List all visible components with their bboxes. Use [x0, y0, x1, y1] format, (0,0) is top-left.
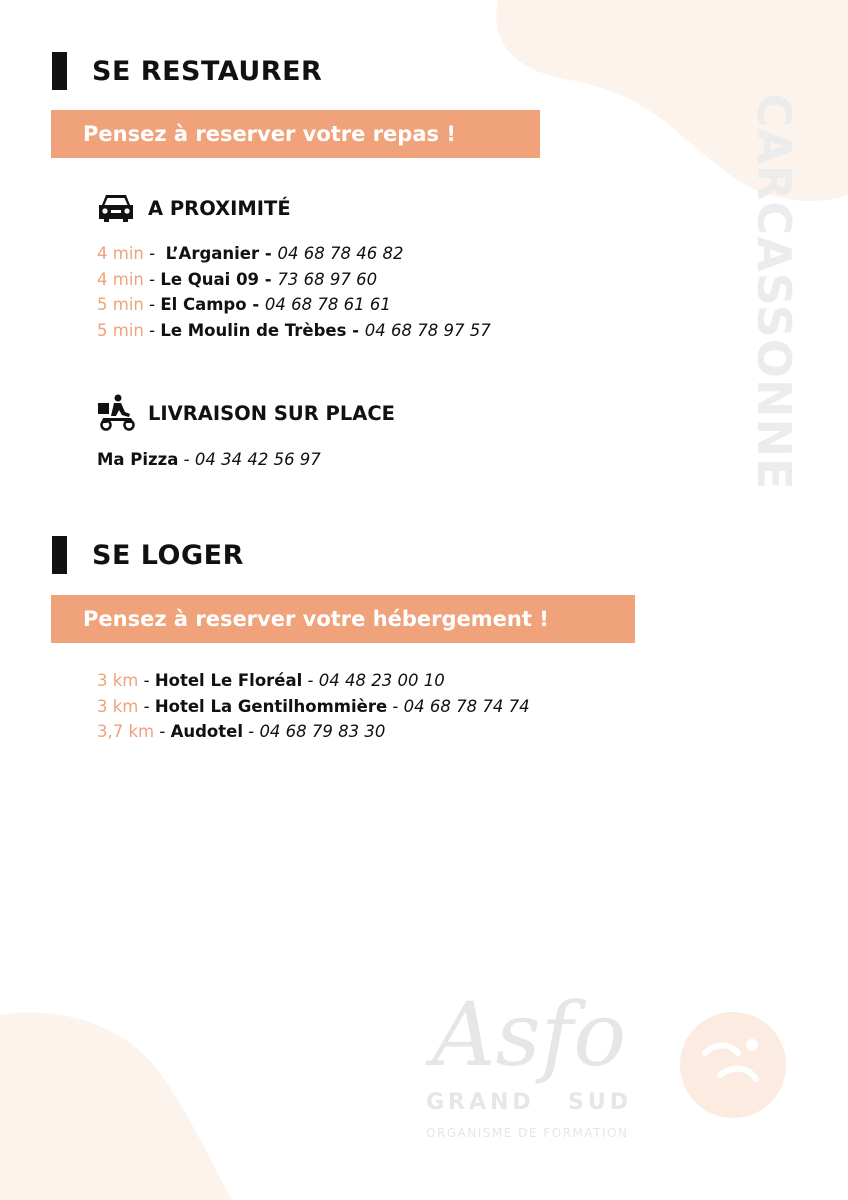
banner-reserver-hebergement: Pensez à reserver votre hébergement ! [51, 595, 635, 643]
subhead-label: LIVRAISON SUR PLACE [148, 401, 395, 425]
delivery-scooter-icon [97, 394, 137, 432]
section-heading: SE RESTAURER [92, 55, 323, 87]
banner-reserver-repas: Pensez à reserver votre repas ! [51, 110, 540, 158]
list-item: Ma Pizza - 04 34 42 56 97 [97, 450, 321, 469]
logo-swirl-icon [680, 1012, 786, 1118]
list-item: 5 min - Le Moulin de Trèbes - 04 68 78 97 57 [97, 321, 491, 341]
section-heading: SE LOGER [92, 539, 244, 571]
section-bar [52, 52, 67, 90]
list-item: 3 km - Hotel Le Floréal - 04 48 23 00 10 [97, 671, 445, 690]
list-item: 3,7 km - Audotel - 04 68 79 83 30 [97, 722, 386, 742]
section-title-restaurer [52, 52, 322, 90]
logo-line-right: SUD [568, 1090, 632, 1115]
list-item: 4 min - Le Quai 09 - 73 68 97 60 [97, 269, 378, 289]
asfo-logo [420, 965, 800, 1150]
subhead-label: A PROXIMITÉ [148, 196, 291, 220]
list-item: 4 min - L’Arganier - 04 68 78 46 82 [97, 244, 404, 263]
section-title-loger [52, 536, 244, 574]
logo-brand: Asfo [432, 983, 627, 1086]
logo-tagline: ORGANISME DE FORMATION [426, 1126, 629, 1140]
vertical-city-title: CARCASSONNE [747, 93, 801, 491]
livraison-list [97, 447, 321, 473]
subhead-livraison [97, 394, 395, 432]
list-item: 3 km - Hotel La Gentilhommière - 04 68 78 74 74 [97, 696, 530, 716]
list-item: 5 min - El Campo - 04 68 78 61 61 [97, 295, 391, 315]
subhead-proximite [97, 189, 291, 227]
section-bar [52, 536, 67, 574]
car-icon [97, 189, 137, 227]
logo-line-left: GRAND [426, 1090, 535, 1115]
hebergement-list [97, 668, 530, 745]
proximite-list [97, 241, 491, 344]
bottom-left-blob [0, 1010, 240, 1200]
